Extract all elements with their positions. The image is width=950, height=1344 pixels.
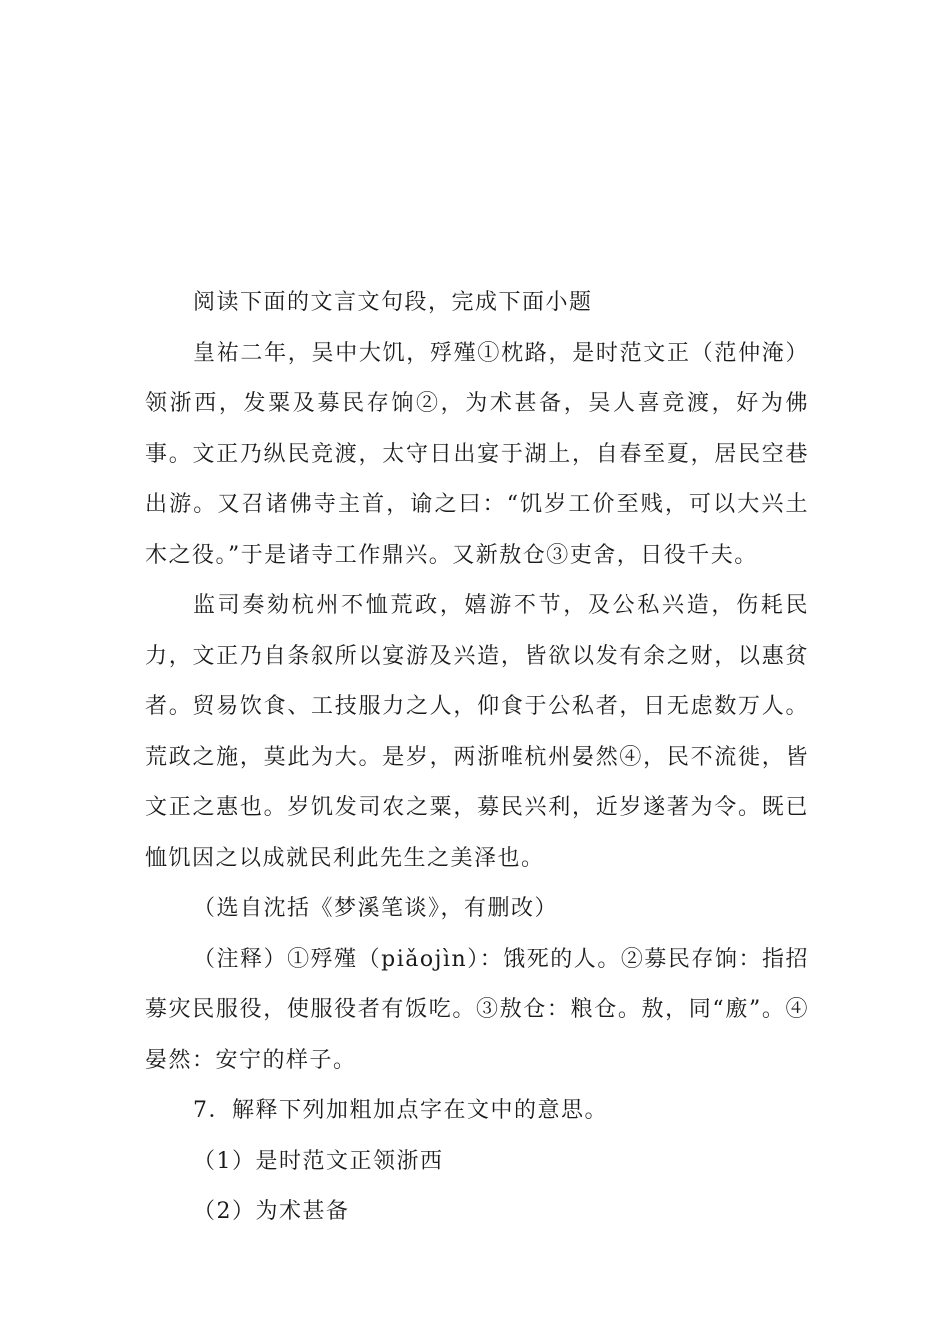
question-item-1: （1）是时范文正领浙西 <box>193 1148 444 1174</box>
reading-instruction: 阅读下面的文言文句段，完成下面小题 <box>193 290 593 315</box>
question-item-2: （2）为术甚备 <box>193 1199 350 1224</box>
passage-source: （选自沈括《梦溪笔谈》，有删改） <box>193 896 559 921</box>
question-stem: 7．解释下列加粗加点字在文中的意思。 <box>193 1098 608 1123</box>
passage-paragraph-1: 皇祐二年，吴中大饥，殍殣①枕路，是时范文正（范仲淹）领浙西，发粟及募民存饷②，为术甚备，吴人喜竞渡，好为佛事。文正乃纵民竞渡，太守日出宴于湖上，自春至夏，居民空巷出游。又召诸佛寺主首，谕之曰：“饥岁工价至贱，可以大兴土木之役。”于是诸寺工作鼎兴。又新敖仓③吏舍，日役千夫。 <box>145 340 809 568</box>
passage-notes: （注释）①殍殣（piǎojìn）：饿死的人。②募民存饷：指招募灾民服役，使服役者有饭吃。③敖仓：粮仓。敖，同“廒”。④晏然：安宁的样子。 <box>145 946 809 1073</box>
document-content <box>145 278 809 1238</box>
passage-paragraph-2: 监司奏劾杭州不恤荒政，嬉游不节，及公私兴造，伤耗民力，文正乃自条叙所以宴游及兴造，皆欲以发有余之财，以惠贫者。贸易饮食、工技服力之人，仰食于公私者，日无虑数万人。荒政之施，莫此为大。是岁，两浙唯杭州晏然④，民不流徙，皆文正之惠也。岁饥发司农之粟，募民兴利，近岁遂著为令。既已恤饥因之以成就民利此先生之美泽也。 <box>145 593 809 871</box>
